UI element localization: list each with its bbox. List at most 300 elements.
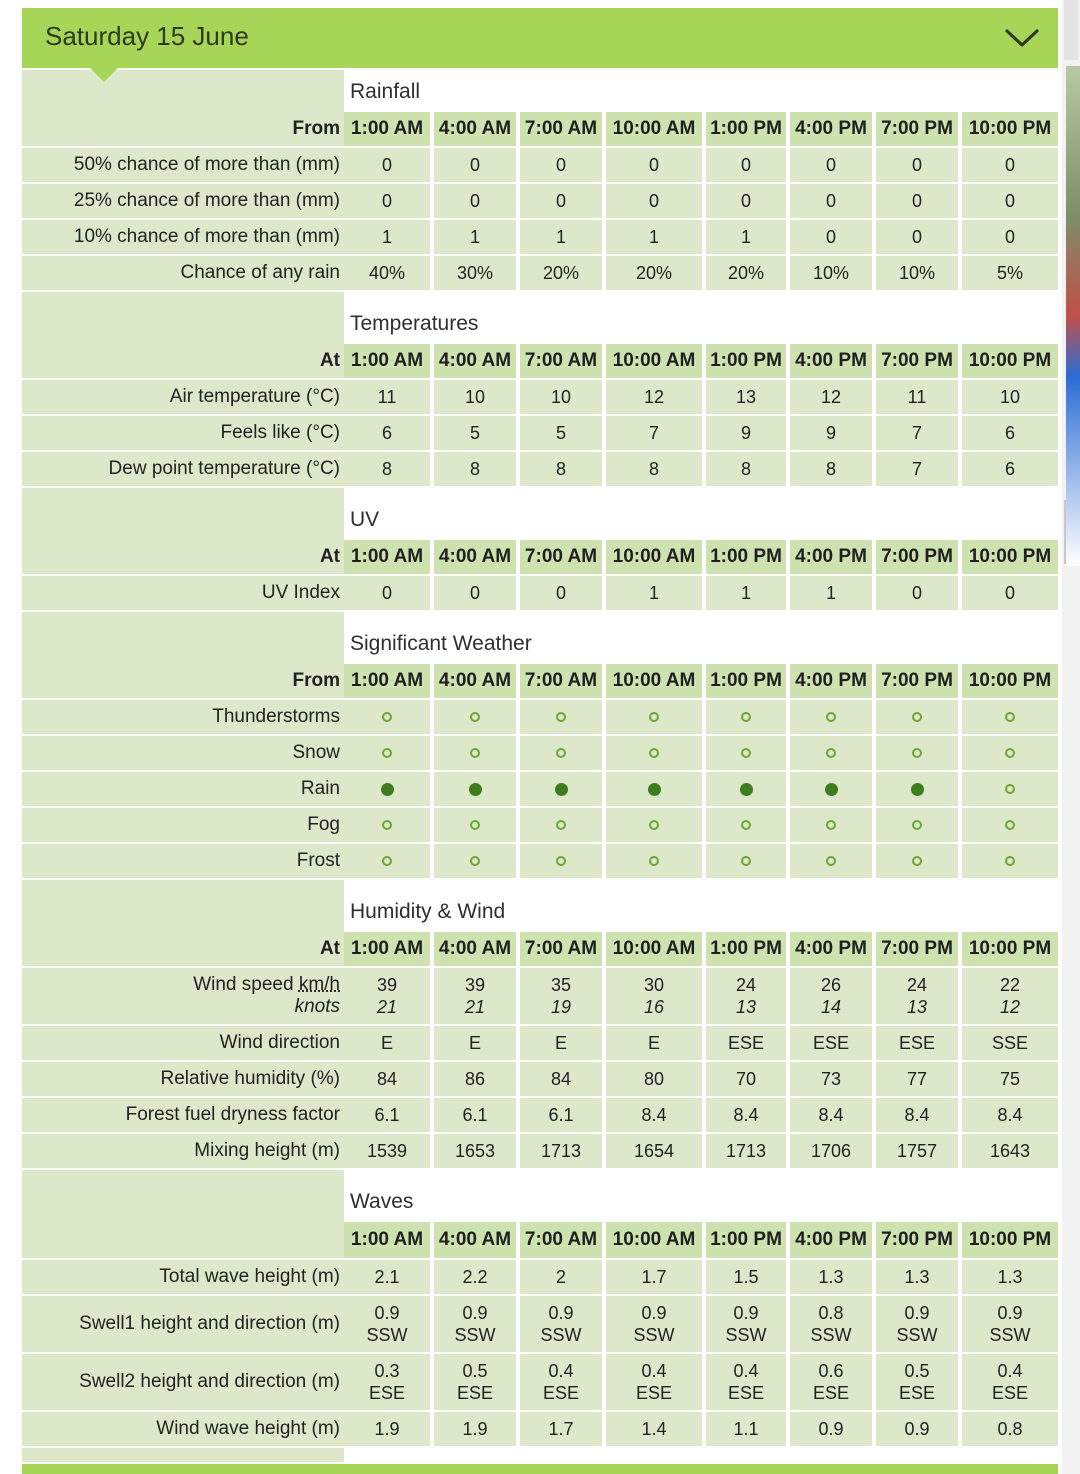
cell-value-secondary: ESE — [991, 1383, 1029, 1403]
cell-value-secondary: SSW — [896, 1325, 938, 1345]
value-cell — [960, 968, 1058, 1024]
cell-value: 8.4 — [818, 1105, 844, 1125]
cell-value-secondary: ESE — [898, 1383, 936, 1403]
cell-value: 8.4 — [904, 1105, 930, 1125]
empty-dot-icon — [556, 820, 566, 830]
humidity-wind-row-wind-direction — [22, 1026, 1058, 1062]
time-header-cell: 10:00 PM — [960, 344, 1058, 378]
value-cell — [518, 380, 602, 414]
value-cell — [704, 1354, 786, 1410]
value-cell — [604, 220, 702, 254]
row-label: 50% chance of more than (mm) — [73, 154, 340, 175]
map-edge-image — [1066, 66, 1080, 566]
time-header-cell: 1:00 AM — [344, 344, 430, 378]
value-cell — [960, 736, 1058, 770]
value-cell — [518, 772, 602, 806]
cell-value: 0 — [911, 227, 922, 247]
empty-dot-icon — [649, 712, 659, 722]
value-cell — [874, 256, 958, 290]
value-cell — [604, 808, 702, 842]
cell-value: 0 — [1004, 155, 1015, 175]
time-header-cell: 10:00 PM — [960, 664, 1058, 698]
value-cell — [704, 256, 786, 290]
value-cell — [960, 808, 1058, 842]
cell-value: 1.3 — [818, 1267, 844, 1287]
value-cell — [874, 736, 958, 770]
cell-value: 1 — [648, 583, 659, 603]
header-pointer — [90, 68, 118, 82]
humidity-wind-row-relative-humidity — [22, 1062, 1058, 1098]
value-cell — [704, 736, 786, 770]
value-cell — [788, 772, 872, 806]
filled-dot-icon — [555, 783, 568, 796]
cell-value: 0 — [469, 583, 480, 603]
cell-value: 1.3 — [997, 1267, 1023, 1287]
time-header-cell: 7:00 AM — [518, 112, 602, 146]
waves-header-label — [22, 1222, 340, 1258]
value-cell — [704, 700, 786, 734]
time-header-cell: 1:00 PM — [704, 540, 786, 574]
cell-value-secondary: SSW — [810, 1325, 852, 1345]
value-cell — [344, 416, 430, 450]
cell-value: 1 — [740, 227, 751, 247]
waves-row-total-wave-height-m — [22, 1260, 1058, 1296]
value-cell — [960, 844, 1058, 878]
cell-value: 0 — [740, 191, 751, 211]
value-cell — [344, 1412, 430, 1446]
cell-value: 39 — [376, 975, 398, 995]
chevron-down-icon[interactable] — [1004, 22, 1040, 54]
temperatures-time-header-row — [22, 344, 1058, 380]
value-cell — [518, 256, 602, 290]
value-cell — [788, 148, 872, 182]
cell-value-secondary: SSW — [540, 1325, 582, 1345]
temperatures-row-feels-like-c — [22, 416, 1058, 452]
value-cell — [432, 416, 516, 450]
cell-value: 0 — [381, 155, 392, 175]
cell-value: 0 — [469, 191, 480, 211]
cell-value: 7 — [648, 423, 659, 443]
value-cell — [788, 1062, 872, 1096]
row-label: Swell1 height and direction (m) — [79, 1313, 340, 1334]
value-cell — [788, 700, 872, 734]
time-header-cell: 1:00 PM — [704, 112, 786, 146]
time-header-cell: 7:00 AM — [518, 344, 602, 378]
row-label: Frost — [296, 850, 340, 871]
cell-value: 6 — [1004, 459, 1015, 479]
significant-weather-row-thunderstorms — [22, 700, 1058, 736]
uv-header-label: At — [319, 546, 340, 567]
empty-dot-icon — [912, 748, 922, 758]
cell-value: E — [647, 1033, 660, 1053]
cell-value: 1653 — [454, 1141, 496, 1161]
time-header-cell: 10:00 AM — [604, 932, 702, 966]
value-cell — [960, 1412, 1058, 1446]
cell-value: 5 — [555, 423, 566, 443]
value-cell — [432, 1062, 516, 1096]
value-cell — [518, 184, 602, 218]
value-cell — [344, 808, 430, 842]
empty-dot-icon — [1005, 856, 1015, 866]
value-cell — [518, 1062, 602, 1096]
humidity-wind-header-label: At — [319, 938, 340, 959]
significant-weather-time-header-row — [22, 664, 1058, 700]
value-cell — [432, 380, 516, 414]
cell-value: 8 — [555, 459, 566, 479]
cell-value: 0.5 — [462, 1361, 488, 1381]
value-cell — [874, 844, 958, 878]
value-cell — [960, 1260, 1058, 1294]
cell-value: 10 — [550, 387, 572, 407]
row-label: Mixing height (m) — [194, 1140, 340, 1161]
value-cell — [704, 808, 786, 842]
row-label: Wind direction — [219, 1032, 340, 1053]
cell-value: 0 — [469, 155, 480, 175]
value-cell — [788, 220, 872, 254]
cell-value-secondary: 21 — [376, 997, 398, 1017]
cell-value: 1.4 — [641, 1419, 667, 1439]
cell-value: 1654 — [633, 1141, 675, 1161]
filled-dot-icon — [825, 783, 838, 796]
cell-value: 11 — [377, 387, 397, 407]
value-cell — [604, 968, 702, 1024]
value-cell — [344, 1026, 430, 1060]
cell-value-secondary: ESE — [812, 1383, 850, 1403]
time-header-cell: 4:00 AM — [432, 112, 516, 146]
cell-value: 80 — [643, 1069, 665, 1089]
row-label: Chance of any rain — [180, 262, 340, 283]
empty-dot-icon — [826, 856, 836, 866]
cell-value-secondary: 14 — [820, 997, 842, 1017]
empty-dot-icon — [912, 856, 922, 866]
time-header-cell: 1:00 AM — [344, 664, 430, 698]
cell-value-secondary: 13 — [906, 997, 928, 1017]
empty-dot-icon — [470, 748, 480, 758]
cell-value: 0.9 — [904, 1303, 930, 1323]
value-cell — [788, 416, 872, 450]
value-cell — [788, 968, 872, 1024]
cell-value: 73 — [820, 1069, 842, 1089]
cell-value: ESE — [812, 1033, 850, 1053]
cell-value: 1 — [555, 227, 566, 247]
value-cell — [788, 380, 872, 414]
cell-value-secondary: SSW — [989, 1325, 1031, 1345]
value-cell — [960, 148, 1058, 182]
empty-dot-icon — [741, 820, 751, 830]
temperatures-row-dew-point-temperature-c — [22, 452, 1058, 488]
value-cell — [344, 380, 430, 414]
cell-value: 1757 — [896, 1141, 938, 1161]
humidity-wind-section-title: Humidity & Wind — [344, 890, 1058, 934]
cell-value: 75 — [999, 1069, 1021, 1089]
value-cell — [604, 1260, 702, 1294]
temperatures-section-title: Temperatures — [344, 302, 1058, 346]
time-header-cell: 4:00 PM — [788, 112, 872, 146]
value-cell — [874, 772, 958, 806]
cell-value: 0 — [1004, 227, 1015, 247]
value-cell — [344, 148, 430, 182]
cell-value: 20% — [542, 263, 580, 283]
value-cell — [788, 844, 872, 878]
cell-value: 1.9 — [462, 1419, 488, 1439]
value-cell — [704, 1296, 786, 1352]
empty-dot-icon — [556, 712, 566, 722]
filled-dot-icon — [648, 783, 661, 796]
filled-dot-icon — [381, 783, 394, 796]
cell-value: 6.1 — [462, 1105, 488, 1125]
time-header-cell: 7:00 PM — [874, 1222, 958, 1258]
significant-weather-row-snow — [22, 736, 1058, 772]
cell-value: 40% — [368, 263, 406, 283]
time-header-cell: 1:00 PM — [704, 1222, 786, 1258]
cell-value: 30% — [456, 263, 494, 283]
value-cell — [344, 1134, 430, 1168]
waves-row-swell2-height-and-direction-m — [22, 1354, 1058, 1412]
row-label-secondary-unit: knots — [294, 996, 340, 1017]
value-cell — [604, 1354, 702, 1410]
value-cell — [604, 576, 702, 610]
cell-value-secondary: ESE — [542, 1383, 580, 1403]
empty-dot-icon — [649, 820, 659, 830]
uv-time-header-row — [22, 540, 1058, 576]
value-cell — [704, 148, 786, 182]
value-cell — [518, 1412, 602, 1446]
time-header-cell: 1:00 PM — [704, 932, 786, 966]
cell-value: 7 — [911, 423, 922, 443]
cell-value: 0 — [555, 191, 566, 211]
time-header-cell: 10:00 PM — [960, 932, 1058, 966]
time-header-cell: 1:00 PM — [704, 664, 786, 698]
value-cell — [518, 1260, 602, 1294]
cell-value-secondary: SSW — [633, 1325, 675, 1345]
cell-value-secondary: ESE — [727, 1383, 765, 1403]
cell-value: 0.8 — [818, 1303, 844, 1323]
cell-value: 0 — [555, 583, 566, 603]
cell-value: 8 — [648, 459, 659, 479]
value-cell — [518, 700, 602, 734]
value-cell — [604, 256, 702, 290]
value-cell — [704, 184, 786, 218]
value-cell — [432, 1296, 516, 1352]
value-cell — [518, 576, 602, 610]
value-cell — [788, 808, 872, 842]
time-header-cell: 10:00 AM — [604, 664, 702, 698]
rainfall-header-label: From — [292, 118, 340, 139]
cell-value: 0 — [648, 191, 659, 211]
significant-weather-row-rain — [22, 772, 1058, 808]
empty-dot-icon — [1005, 820, 1015, 830]
time-header-cell: 7:00 PM — [874, 112, 958, 146]
value-cell — [344, 184, 430, 218]
cell-value: 6 — [381, 423, 392, 443]
empty-dot-icon — [741, 712, 751, 722]
cell-value: 0.9 — [997, 1303, 1023, 1323]
value-cell — [518, 736, 602, 770]
cell-value: 20% — [727, 263, 765, 283]
value-cell — [788, 736, 872, 770]
time-header-cell: 10:00 AM — [604, 1222, 702, 1258]
cell-value: 84 — [376, 1069, 398, 1089]
cell-value: 1.7 — [641, 1267, 667, 1287]
value-cell — [960, 1062, 1058, 1096]
cell-value: 0.4 — [641, 1361, 667, 1381]
value-cell — [874, 1354, 958, 1410]
rainfall-row-50-chance-of-more-than-mm — [22, 148, 1058, 184]
empty-dot-icon — [382, 820, 392, 830]
cell-value: E — [468, 1033, 481, 1053]
cell-value: 1713 — [725, 1141, 767, 1161]
cell-value: 11 — [907, 387, 927, 407]
cell-value-secondary: ESE — [456, 1383, 494, 1403]
time-header-cell: 7:00 AM — [518, 664, 602, 698]
empty-dot-icon — [826, 820, 836, 830]
cell-value: ESE — [898, 1033, 936, 1053]
time-header-cell: 7:00 PM — [874, 932, 958, 966]
day-header[interactable] — [22, 8, 1058, 70]
cell-value: 8.4 — [997, 1105, 1023, 1125]
cell-value: 1.7 — [548, 1419, 574, 1439]
time-header-cell: 7:00 PM — [874, 664, 958, 698]
value-cell — [604, 148, 702, 182]
value-cell — [874, 1062, 958, 1096]
value-cell — [518, 1134, 602, 1168]
cell-value-secondary: ESE — [635, 1383, 673, 1403]
value-cell — [960, 772, 1058, 806]
cell-value: 84 — [550, 1069, 572, 1089]
row-label — [22, 968, 340, 1024]
humidity-wind-row-mixing-height-m — [22, 1134, 1058, 1170]
value-cell — [788, 576, 872, 610]
cell-value: 8 — [740, 459, 751, 479]
row-label: UV Index — [261, 582, 340, 603]
cell-value: 10 — [999, 387, 1021, 407]
cell-value: 6 — [1004, 423, 1015, 443]
waves-section-title: Waves — [344, 1180, 1058, 1224]
cell-value: 9 — [740, 423, 751, 443]
cell-value: 8.4 — [733, 1105, 759, 1125]
humidity-wind-row-wind-speed — [22, 968, 1058, 1026]
value-cell — [704, 452, 786, 486]
filled-dot-icon — [469, 783, 482, 796]
cell-value: 0.9 — [374, 1303, 400, 1323]
row-label: Wind wave height (m) — [156, 1418, 340, 1439]
empty-dot-icon — [1005, 748, 1015, 758]
empty-dot-icon — [556, 748, 566, 758]
row-label: Feels like (°C) — [220, 422, 340, 443]
cell-value: 0 — [381, 583, 392, 603]
value-cell — [874, 808, 958, 842]
cell-value: E — [554, 1033, 567, 1053]
empty-dot-icon — [741, 856, 751, 866]
value-cell — [432, 968, 516, 1024]
cell-value: 0.4 — [733, 1361, 759, 1381]
value-cell — [704, 1098, 786, 1132]
rainfall-time-header-row — [22, 112, 1058, 148]
value-cell — [518, 220, 602, 254]
cell-value-secondary: 13 — [735, 997, 757, 1017]
value-cell — [604, 1412, 702, 1446]
value-cell — [432, 1098, 516, 1132]
value-cell — [874, 1098, 958, 1132]
time-header-cell: 10:00 PM — [960, 540, 1058, 574]
cell-value: 6.1 — [548, 1105, 574, 1125]
cell-value: 0.9 — [818, 1419, 844, 1439]
row-label: Thunderstorms — [212, 706, 340, 727]
row-label: Fog — [307, 814, 340, 835]
value-cell — [518, 1354, 602, 1410]
time-header-cell: 1:00 AM — [344, 112, 430, 146]
rainfall-row-chance-of-any-rain — [22, 256, 1058, 292]
time-header-cell: 4:00 AM — [432, 1222, 516, 1258]
time-header-cell: 10:00 AM — [604, 344, 702, 378]
cell-value-secondary: 16 — [643, 997, 665, 1017]
next-day-header-edge[interactable] — [22, 1464, 1058, 1474]
day-title: Saturday 15 June — [45, 21, 249, 51]
value-cell — [704, 220, 786, 254]
cell-value: 0.5 — [904, 1361, 930, 1381]
cell-value: 0.3 — [374, 1361, 400, 1381]
cell-value: 35 — [550, 975, 572, 995]
empty-dot-icon — [912, 820, 922, 830]
unit-toggle-link[interactable]: km/h — [298, 974, 340, 995]
cell-value: 77 — [906, 1069, 928, 1089]
cell-value: 24 — [735, 975, 757, 995]
humidity-wind-time-header-row — [22, 932, 1058, 968]
cell-value: 9 — [825, 423, 836, 443]
cell-value-secondary: 21 — [464, 997, 486, 1017]
empty-dot-icon — [470, 856, 480, 866]
cell-value: 0 — [825, 227, 836, 247]
value-cell — [960, 416, 1058, 450]
cell-value-secondary: 12 — [999, 997, 1021, 1017]
value-cell — [432, 1412, 516, 1446]
value-cell — [788, 452, 872, 486]
value-cell — [432, 700, 516, 734]
row-label-text: Wind speed — [193, 974, 294, 995]
time-header-cell: 10:00 AM — [604, 112, 702, 146]
cell-value: 0.6 — [818, 1361, 844, 1381]
cell-value: 5 — [469, 423, 480, 443]
empty-dot-icon — [826, 712, 836, 722]
cell-value: 0 — [1004, 191, 1015, 211]
row-label: Swell2 height and direction (m) — [79, 1371, 340, 1392]
value-cell — [704, 1062, 786, 1096]
cell-value: 0 — [555, 155, 566, 175]
cell-value: 86 — [464, 1069, 486, 1089]
value-cell — [604, 1134, 702, 1168]
value-cell — [788, 1412, 872, 1446]
cell-value: 24 — [906, 975, 928, 995]
significant-weather-row-frost — [22, 844, 1058, 880]
temperatures-header-label: At — [319, 350, 340, 371]
value-cell — [960, 576, 1058, 610]
value-cell — [874, 452, 958, 486]
value-cell — [344, 700, 430, 734]
filled-dot-icon — [740, 783, 753, 796]
cell-value-secondary: SSW — [366, 1325, 408, 1345]
value-cell — [518, 1296, 602, 1352]
cell-value: 0.4 — [997, 1361, 1023, 1381]
value-cell — [432, 220, 516, 254]
value-cell — [344, 1098, 430, 1132]
value-cell — [788, 1134, 872, 1168]
value-cell — [960, 1026, 1058, 1060]
cell-value: 6.1 — [374, 1105, 400, 1125]
cell-value: 10 — [464, 387, 486, 407]
cell-value: 0.9 — [548, 1303, 574, 1323]
cell-value: 0 — [648, 155, 659, 175]
cell-value: 8.4 — [641, 1105, 667, 1125]
